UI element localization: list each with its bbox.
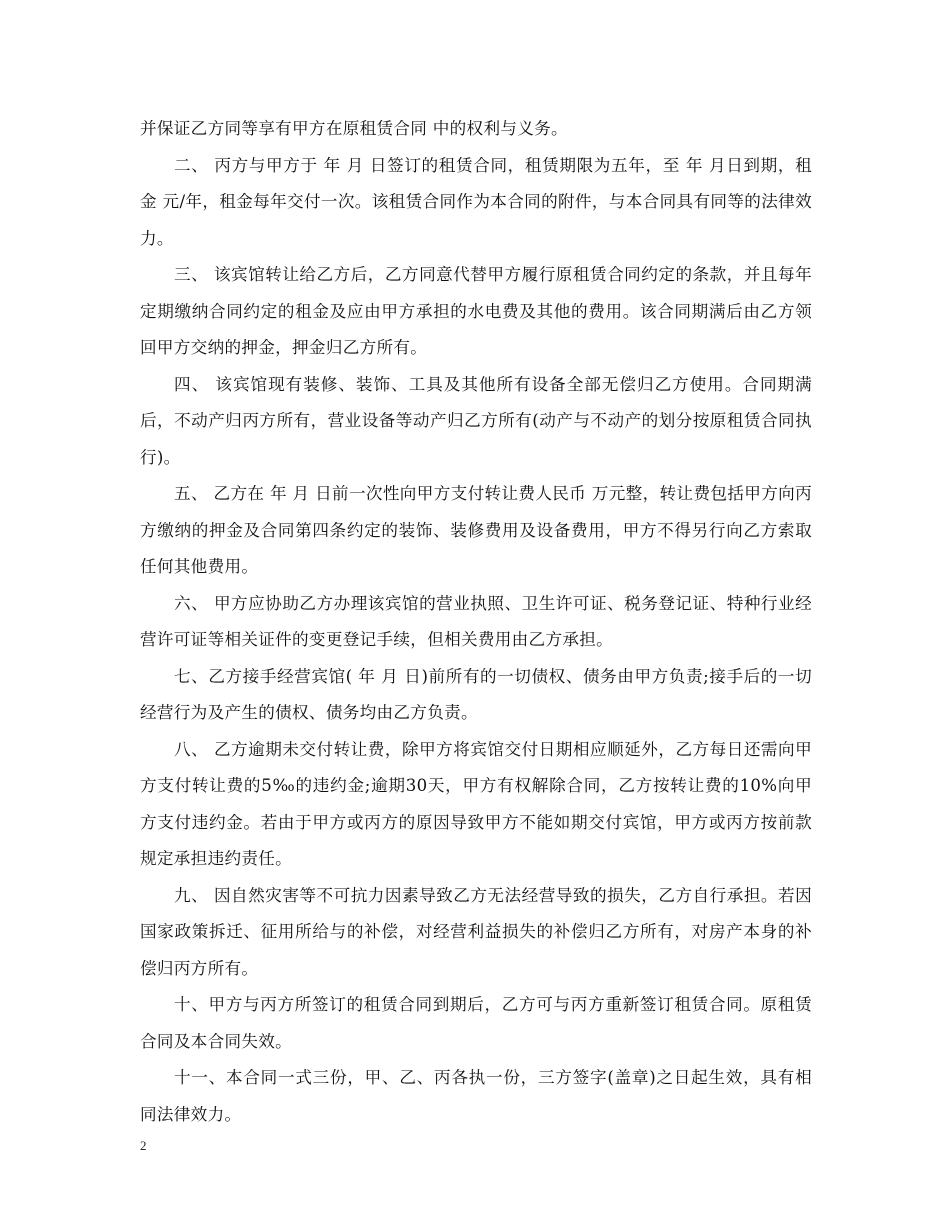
paragraph-continuation: 并保证乙方同等享有甲方在原租赁合同 中的权利与义务。 <box>140 119 568 138</box>
clause-5: 五、 乙方在 年 月 日前一次性向甲方支付转让费人民币 万元整，转让费包括甲方向丙方缴纳的押金及合同第四条约定的装饰、装修费用及设备费用，甲方不得另行向乙方索取任何其他费用。 <box>140 484 812 576</box>
clause-2: 二、 丙方与甲方于 年 月 日签订的租赁合同，租赁期限为五年，至 年 月日到期，租金 元/年，租金每年交付一次。该租赁合同作为本合同的附件，与本合同具有同等的法律效力。 <box>140 155 812 248</box>
clause-3: 三、 该宾馆转让给乙方后，乙方同意代替甲方履行原租赁合同约定的条款，并且每年定期缴纳合同约定的租金及应由甲方承担的水电费及其他的费用。该合同期满后由乙方领回甲方交纳的押金，押金归乙方所有。 <box>140 265 812 357</box>
document-body <box>140 111 812 1133</box>
clause-10: 十、甲方与丙方所签订的租赁合同到期后，乙方可与丙方重新签订租赁合同。原租赁合同及本合同失效。 <box>140 995 812 1051</box>
clause-6: 六、 甲方应协助乙方办理该宾馆的营业执照、卫生许可证、税务登记证、特种行业经营许可证等相关证件的变更登记手续，但相关费用由乙方承担。 <box>140 593 812 649</box>
clause-7: 七、乙方接手经营宾馆( 年 月 日)前所有的一切债权、债务由甲方负责;接手后的一切经营行为及产生的债权、债务均由乙方负责。 <box>140 666 812 722</box>
clause-9: 九、 因自然灾害等不可抗力因素导致乙方无法经营导致的损失，乙方自行承担。若因国家政策拆迁、征用所给与的补偿，对经营利益损失的补偿归乙方所有，对房产本身的补偿归丙方所有。 <box>140 885 812 978</box>
clause-4: 四、 该宾馆现有装修、装饰、工具及其他所有设备全部无偿归乙方使用。合同期满后，不动产归丙方所有，营业设备等动产归乙方所有(动产与不动产的划分按原租赁合同执行)。 <box>140 374 812 467</box>
clause-8: 八、 乙方逾期未交付转让费，除甲方将宾馆交付日期相应顺延外，乙方每日还需向甲方支付转让费的5‰的违约金;逾期30天，甲方有权解除合同，乙方按转让费的10%向甲方支付违约金。若由于甲方或丙方的原因导致甲方不能如期交付宾馆，甲方或丙方按前款规定承担违约责任。 <box>140 739 812 868</box>
clause-11: 十一、本合同一式三份，甲、乙、丙各执一份，三方签字(盖章)之日起生效，具有相同法律效力。 <box>140 1068 812 1124</box>
page-number: 2 <box>140 1138 147 1153</box>
